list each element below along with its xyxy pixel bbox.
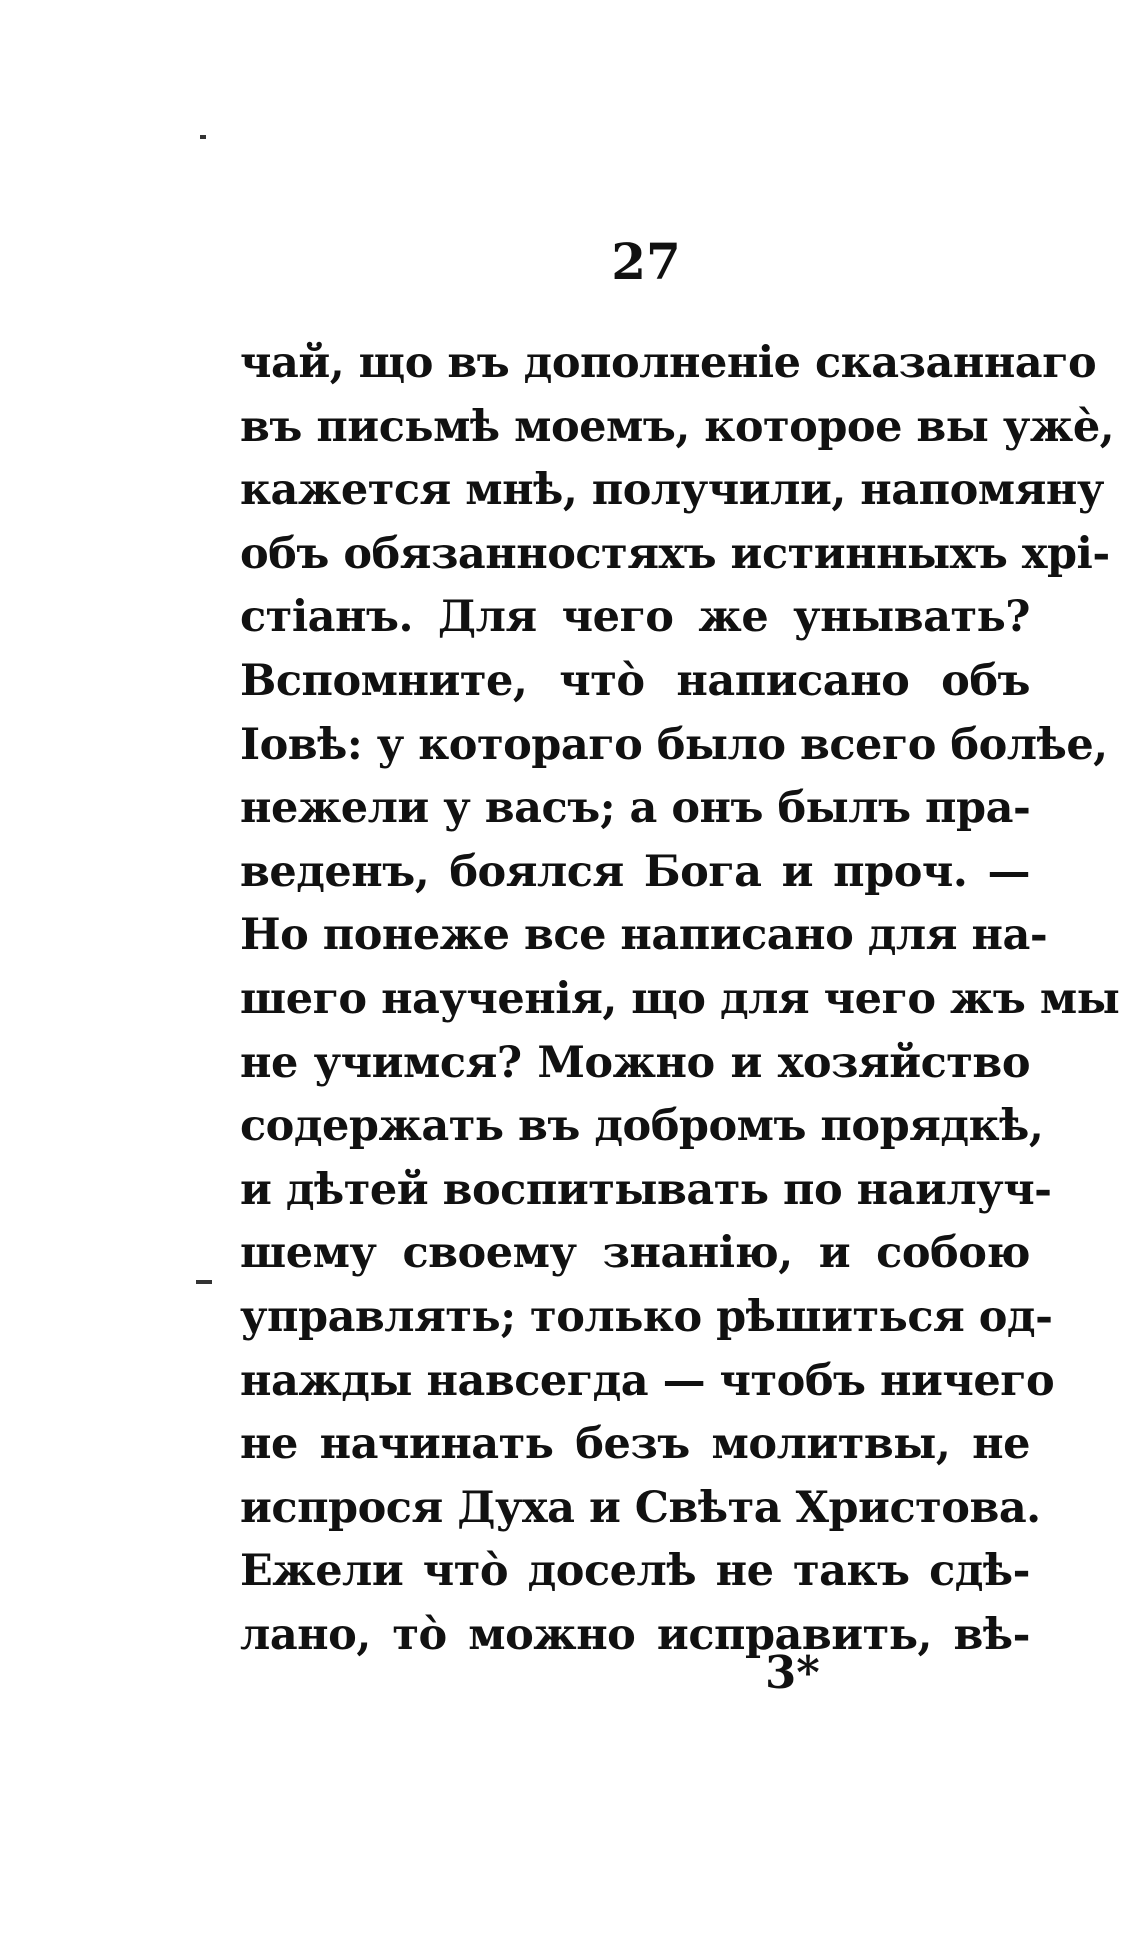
text-line: нажды навсегда — чтобъ ничего	[240, 1355, 1055, 1406]
text-line: управлять; только рѣшиться од-	[240, 1291, 1053, 1342]
text-line: чай, що въ дополненіе сказаннаго	[240, 338, 1097, 388]
text-line: испрося Духа и Свѣта Христова.	[240, 1482, 1041, 1533]
text-line: Іовѣ: у котораго было всего болѣе,	[240, 719, 1108, 770]
print-speck	[196, 1280, 212, 1284]
page-number: 27	[611, 232, 681, 291]
text-line: веденъ, боялся Бога и проч. —	[240, 846, 1030, 897]
text-line: не учимся? Можно и хозяйство	[240, 1037, 1030, 1088]
signature-mark: 3*	[765, 1646, 820, 1699]
text-line: Вспомните, что̀ написано объ	[240, 655, 1030, 706]
text-line: Но понеже все написано для на-	[240, 910, 1048, 961]
text-line: не начинать безъ молитвы, не	[240, 1419, 1030, 1470]
text-line: кажется мнѣ, получили, напомяну	[240, 465, 1104, 516]
text-line: содержать въ добромъ порядкѣ,	[240, 1101, 1044, 1152]
text-line: и дѣтей воспитывать по наилуч-	[240, 1164, 1052, 1215]
text-line: въ письмѣ моемъ, которое вы ужè,	[240, 401, 1115, 452]
body-text	[240, 332, 1120, 1667]
print-speck	[200, 135, 206, 139]
text-line: шему своему знанію, и собою	[240, 1228, 1030, 1279]
text-line: стіанъ. Для чего же унывать?	[240, 592, 1030, 643]
text-line: шего наученія, що для чего жъ мы	[240, 973, 1120, 1024]
text-line: Ежели что̀ доселѣ не такъ сдѣ-	[240, 1546, 1030, 1597]
text-line: объ обязанностяхъ истинныхъ хрі-	[240, 528, 1110, 579]
text-line: нежели у васъ; а онъ былъ пра-	[240, 783, 1031, 834]
text-line: лано, то̀ можно исправить, вѣ-	[240, 1609, 1030, 1660]
